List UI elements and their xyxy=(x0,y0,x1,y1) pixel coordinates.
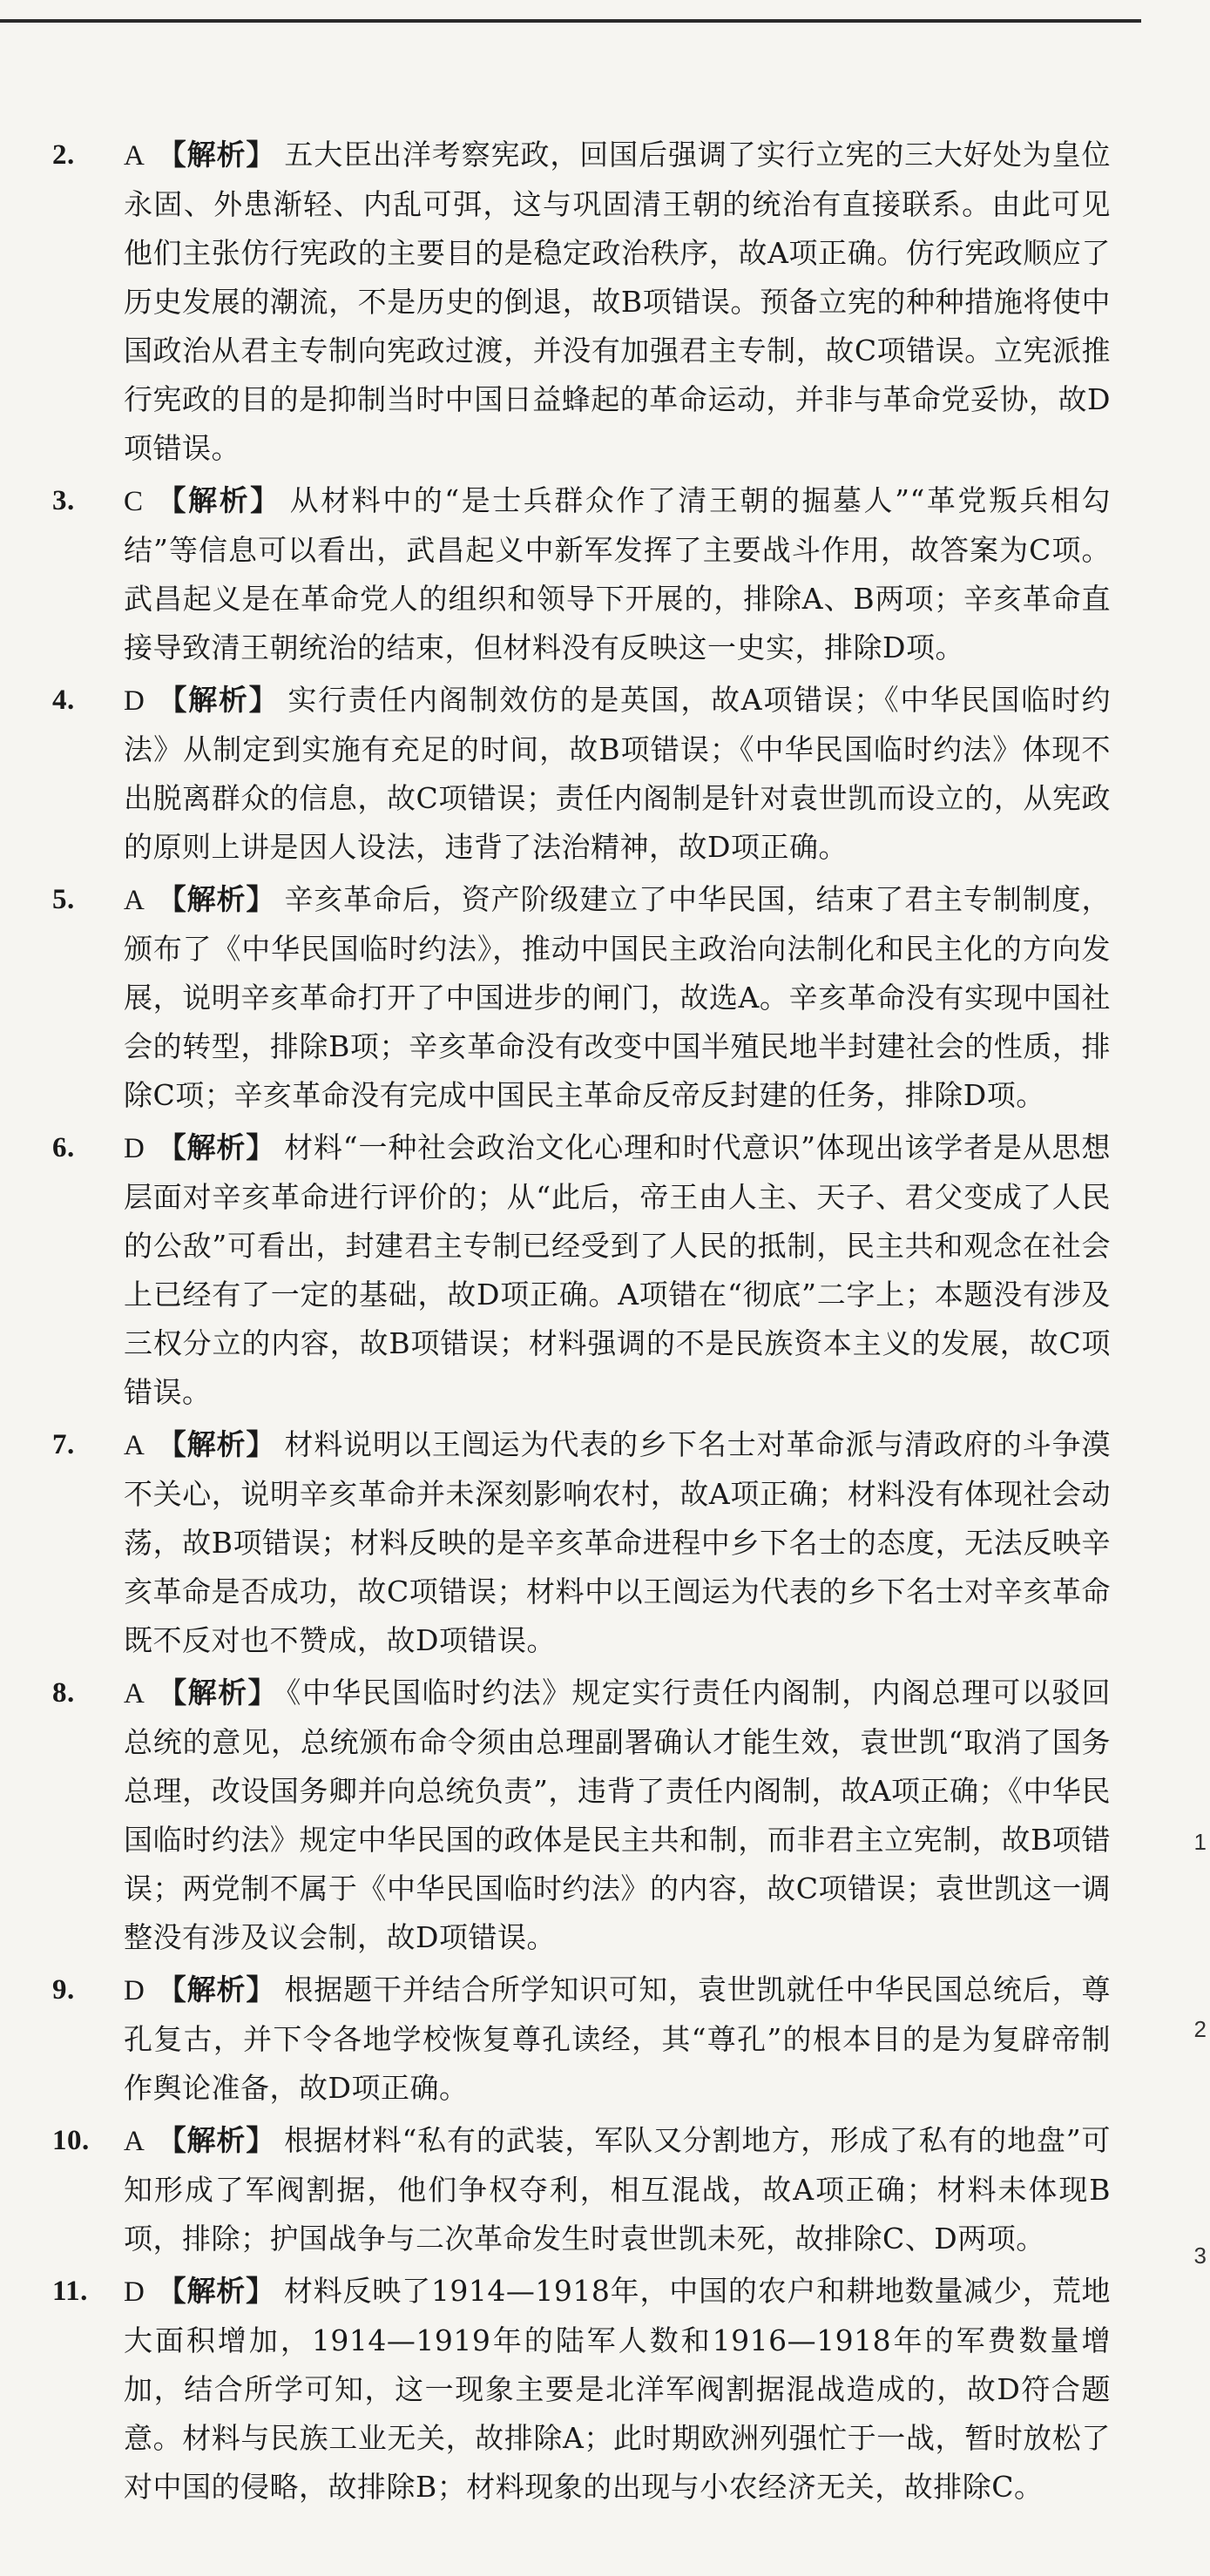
item-number: 6. xyxy=(52,1132,75,1163)
item-answer: D xyxy=(124,2276,145,2308)
item-number: 8. xyxy=(52,1677,75,1709)
item-answer: A xyxy=(124,1678,145,1709)
analysis-tag: 【解析】 xyxy=(157,2274,275,2308)
item-text: 实行责任内阁制效仿的是英国，故A项错误；《中华民国临时约法》从制定到实施有充足的时间，故B项错误；《中华民国临时约法》体现不出脱离群众的信息，故C项错误；责任内阁制是针对袁世凯而设立的，从宪政的原则上讲是因人设法，违背了法治精神，故D项正确。 xyxy=(124,683,1112,864)
answer-item-11 xyxy=(52,2267,1111,2512)
item-text: 材料说明以王闿运为代表的乡下名士对革命派与清政府的斗争漠不关心，说明辛亥革命并未深刻影响农村，故A项正确；材料没有体现社会动荡，故B项错误；材料反映的是辛亥革命进程中乡下名士的态度，无法反映辛亥革命是否成功，故C项错误；材料中以王闿运为代表的乡下名士对辛亥革命既不反对也不赞成，故D项错误。 xyxy=(124,1427,1112,1657)
item-answer: A xyxy=(124,2126,145,2157)
margin-mark: 2 xyxy=(1193,2016,1207,2042)
item-number: 4. xyxy=(52,684,75,716)
analysis-tag: 【解析】 xyxy=(157,1676,278,1709)
answer-item-7 xyxy=(52,1420,1111,1665)
analysis-tag: 【解析】 xyxy=(157,882,276,916)
item-text: 根据材料“私有的武装，军队又分割地方，形成了私有的地盘”可知形成了军阀割据，他们争权夺利，相互混战，故A项正确；材料未体现B项，排除；护国战争与二次革命发生时袁世凯未死，故排除C、D两项。 xyxy=(124,2123,1111,2256)
item-answer: A xyxy=(124,1430,145,1461)
item-answer: A xyxy=(124,140,145,172)
item-number: 7. xyxy=(52,1429,75,1460)
item-number: 2. xyxy=(52,139,75,171)
analysis-tag: 【解析】 xyxy=(157,683,280,717)
analysis-tag: 【解析】 xyxy=(157,2123,276,2157)
answer-item-6 xyxy=(52,1123,1111,1417)
answer-page xyxy=(52,131,1111,2515)
analysis-tag: 【解析】 xyxy=(157,1972,276,2006)
item-number: 9. xyxy=(52,1974,75,2006)
item-text: 根据题干并结合所学知识可知，袁世凯就任中华民国总统后，尊孔复古，并下令各地学校恢复尊孔读经，其“尊孔”的根本目的是为复辟帝制作舆论准备，故D项正确。 xyxy=(124,1972,1112,2105)
item-number: 10. xyxy=(52,2125,90,2156)
item-answer: C xyxy=(124,486,144,517)
item-answer: A xyxy=(124,885,145,916)
item-number: 5. xyxy=(52,884,75,915)
item-number: 3. xyxy=(52,485,75,516)
answer-item-8 xyxy=(52,1669,1111,1962)
margin-mark: 1 xyxy=(1193,1829,1207,1855)
answer-item-4 xyxy=(52,676,1111,872)
top-rule xyxy=(0,19,1141,23)
answer-item-2 xyxy=(52,131,1111,473)
item-text: 辛亥革命后，资产阶级建立了中华民国，结束了君主专制制度，颁布了《中华民国临时约法》，推动中国民主政治向法制化和民主化的方向发展，说明辛亥革命打开了中国进步的闸门，故选A。辛亥革命没有实现中国社会的转型，排除B项；辛亥革命没有改变中国半殖民地半封建社会的性质，排除C项；辛亥革命没有完成中国民主革命反帝反封建的任务，排除D项。 xyxy=(124,882,1112,1112)
item-number: 11. xyxy=(52,2276,88,2307)
answer-item-9 xyxy=(52,1966,1111,2113)
analysis-tag: 【解析】 xyxy=(155,483,281,517)
answer-item-10 xyxy=(52,2116,1111,2263)
item-text: 五大臣出洋考察宪政，回国后强调了实行立宪的三大好处为皇位永固、外患渐轻、内乱可弭，这与巩固清王朝的统治有直接联系。由此可见他们主张仿行宪政的主要目的是稳定政治秩序，故A项正确。仿行宪政顺应了历史发展的潮流，不是历史的倒退，故B项错误。预备立宪的种种措施将使中国政治从君主专制向宪政过渡，并没有加强君主专制，故C项错误。立宪派推行宪政的目的是抑制当时中国日益蜂起的革命运动，并非与革命党妥协，故D项错误。 xyxy=(124,138,1112,465)
item-answer: D xyxy=(124,1975,145,2006)
right-margin-marks xyxy=(1193,0,1210,2576)
analysis-tag: 【解析】 xyxy=(157,138,276,172)
item-text: 从材料中的“是士兵群众作了清王朝的掘墓人”“革党叛兵相勾结”等信息可以看出，武昌起义中新军发挥了主要战斗作用，故答案为C项。武昌起义是在革命党人的组织和领导下开展的，排除A、B两项；辛亥革命直接导致清王朝统治的结束，但材料没有反映这一史实，排除D项。 xyxy=(124,483,1111,664)
item-text: 材料反映了1914—1918年，中国的农户和耕地数量减少，荒地大面积增加，1914—1919年的陆军人数和1916—1918年的军费数量增加，结合所学可知，这一现象主要是北洋军阀割据混战造成的，故D符合题意。材料与民族工业无关，故排除A；此时期欧洲列强忙于一战，暂时放松了对中国的侵略，故排除B；材料现象的出现与小农经济无关，故排除C。 xyxy=(124,2274,1112,2504)
answer-item-3 xyxy=(52,476,1111,672)
item-text: 材料“一种社会政治文化心理和时代意识”体现出该学者是从思想层面对辛亥革命进行评价的；从“此后，帝王由人主、天子、君父变成了人民的公敌”可看出，封建君主专制已经受到了人民的抵制，民主共和观念在社会上已经有了一定的基础，故D项正确。A项错在“彻底”二字上；本题没有涉及三权分立的内容，故B项错误；材料强调的不是民族资本主义的发展，故C项错误。 xyxy=(124,1130,1111,1409)
item-text: 《中华民国临时约法》规定实行责任内阁制，内阁总理可以驳回总统的意见，总统颁布命令须由总理副署确认才能生效，袁世凯“取消了国务总理，改设国务卿并向总统负责”，违背了责任内阁制，故A项正确；《中华民国临时约法》规定中华民国的政体是民主共和制，而非君主立宪制，故B项错误；两党制不属于《中华民国临时约法》的内容，故C项错误；袁世凯这一调整没有涉及议会制，故D项错误。 xyxy=(124,1676,1112,1954)
item-answer: D xyxy=(124,685,145,717)
analysis-tag: 【解析】 xyxy=(157,1427,276,1461)
answer-item-5 xyxy=(52,875,1111,1120)
analysis-tag: 【解析】 xyxy=(157,1130,276,1164)
margin-mark: 3 xyxy=(1193,2242,1207,2269)
item-answer: D xyxy=(124,1133,145,1164)
